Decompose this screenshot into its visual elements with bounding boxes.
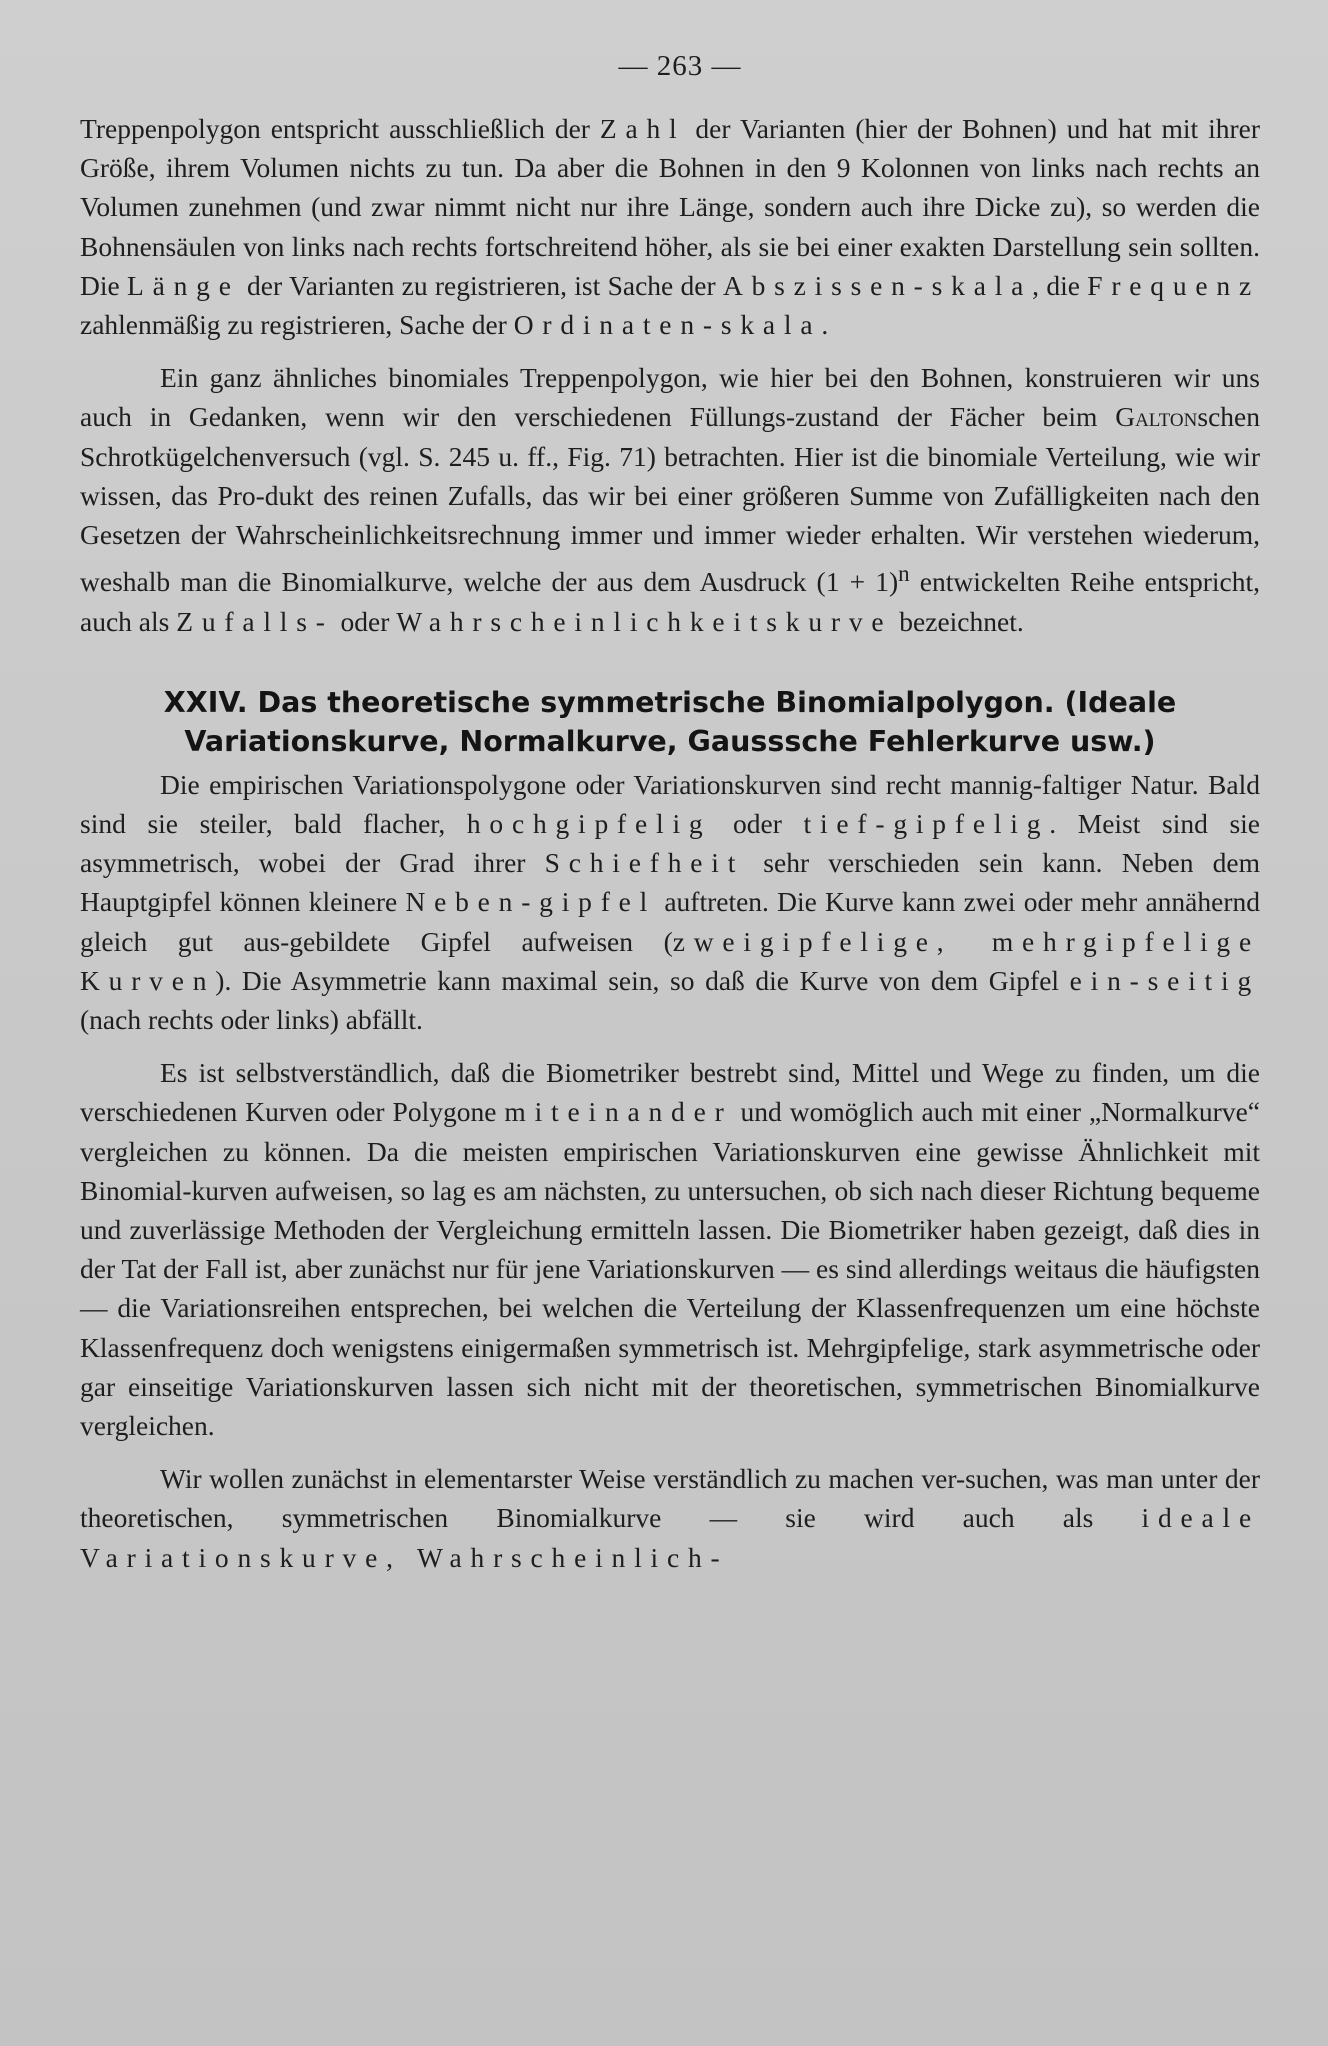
text-run: Wir wollen zunächst in elementarster Weise verständlich zu machen ver-suchen, was man unter der theoretischen, symmetrischen Binomialkurve — sie wird auch als — [80, 1463, 1260, 1534]
emphasis: ein-seitig — [1069, 964, 1260, 996]
small-caps-name: Galton — [1115, 401, 1198, 433]
text-run: , die — [1032, 269, 1088, 301]
text-run: Die empirischen Variationspolygone oder Variationskurven sind recht mannig-faltiger Natur. Bald sind sie steiler, bald flacher, — [80, 768, 1260, 839]
section-heading-line-1: XXIV. Das theoretische symmetrische Binomialpolygon. (Ideale — [163, 685, 1177, 719]
text-run: . Meist sind sie asymmetrisch, wobei der Grad ihrer — [80, 808, 1260, 879]
text-run: schen Schrotkügelchenversuch (vgl. S. 245 u. ff., Fig. 71) betrachten. Hier ist die binomiale Verteilung, wie wir wissen, das Pro-dukt des reinen Zufalls, das wir bei einer größeren Summe von Zufälligkeiten nach den Gesetzen der Wahrscheinlichkeitsrechnung immer und immer wieder erhalten. Wir verstehen wiederum, weshalb man die Binomialkurve, welche der aus dem Ausdruck (1 + 1) — [80, 401, 1260, 598]
text-run: bezeichnet. — [892, 605, 1024, 637]
text-run: und womöglich auch mit einer „Normalkurve“ vergleichen zu können. Da die meisten empirischen Variationskurven eine gewisse Ähnlichkeit mit Binomial-kurven aufweisen, so lag es am nächsten, zu untersuchen, ob sich nach dieser Richtung bequeme und zuverlässige Methoden der Vergleichung ermitteln lassen. Die Biometriker haben gezeigt, daß dies in der Tat der Fall ist, aber zunächst nur für jene Variationskurven — es sind allerdings weitaus die häufigsten — die Variationsreihen entsprechen, bei welchen die Verteilung der Klassenfrequenzen um eine höchste Klassenfrequenz doch wenigstens einigermaßen symmetrisch ist. Mehrgipfelige, stark asymmetrische oder gar einseitige Variationskurven lassen sich nicht mit der theoretischen, symmetrischen Binomialkurve vergleichen. — [80, 1096, 1260, 1442]
text-run: oder — [333, 605, 397, 637]
text-run: (nach rechts oder links) abfällt. — [80, 1004, 423, 1036]
page-number: — 263 — — [618, 50, 742, 82]
paragraph-1 — [80, 109, 1260, 344]
emphasis: Zufalls- — [176, 605, 334, 637]
emphasis: miteinander — [504, 1096, 733, 1128]
text-run: Treppenpolygon entspricht ausschließlich der — [80, 113, 600, 144]
paragraph-gap — [80, 1445, 1260, 1459]
text-run: sehr verschieden sein kann. Neben dem Hauptgipfel können kleinere — [80, 847, 1260, 918]
text-run: entwickelten Reihe entspricht, auch als — [80, 566, 1260, 637]
text-run: der Varianten zu registrieren, ist Sache der — [239, 269, 723, 301]
text-run: Es ist selbstverständlich, daß die Biometriker bestrebt sind, Mittel und Wege zu finden, um die verschiedenen Kurven oder Polygone — [80, 1057, 1260, 1128]
text-run: . — [821, 309, 829, 341]
text-run: oder — [711, 808, 804, 839]
emphasis: Zahl — [599, 113, 686, 144]
emphasis: Frequenz — [1087, 269, 1260, 301]
paragraph-gap — [80, 344, 1260, 358]
paragraph-gap — [80, 1039, 1260, 1053]
text-run: ). Die Asymmetrie kann maximal sein, so daß die Kurve von dem Gipfel — [215, 964, 1070, 996]
emphasis: Schiefheit — [544, 847, 745, 879]
text-run: Ein ganz ähnliches binomiales Treppenpolygon, wie hier bei den Bohnen, konstruieren wir uns auch in Gedanken, wenn wir den verschiedenen Füllungs-zustand der Fächer beim — [80, 362, 1260, 433]
emphasis: Abszissen-skala — [722, 269, 1033, 301]
paragraph-2 — [80, 358, 1260, 641]
text-run: zahlenmäßig zu registrieren, Sache der — [80, 309, 514, 341]
paragraph-4 — [80, 1053, 1260, 1445]
emphasis: Länge — [127, 269, 240, 301]
emphasis: zweigipfelige, mehrgipfelige Kurven — [80, 925, 1260, 996]
section-heading — [80, 683, 1260, 761]
emphasis: Wahrscheinlichkeitskurve — [396, 605, 893, 637]
emphasis: Neben-gipfel — [405, 886, 657, 918]
paragraph-5 — [80, 1459, 1260, 1577]
text-run: auftreten. Die Kurve kann zwei oder mehr annähernd gleich gut aus-gebildete Gipfel aufweisen ( — [80, 886, 1260, 957]
emphasis: tief-gipfelig — [803, 808, 1050, 839]
paragraph-3 — [80, 765, 1260, 1039]
text-run: der Varianten (hier der Bohnen) und hat mit ihrer Größe, ihrem Volumen nichts zu tun. Da aber die Bohnen in den 9 Kolonnen von links nach rechts an Volumen zunehmen (und zwar nimmt nicht nur ihre Länge, sondern auch ihre Dicke zu), so werden die Bohnensäulen von links nach rechts fortschreitend höher, als sie bei einer exakten Darstellung sein sollten. Die — [80, 113, 1260, 301]
emphasis: hochgipfelig — [466, 808, 712, 839]
emphasis: Ordinaten-skala — [513, 309, 822, 341]
superscript: n — [898, 561, 910, 587]
emphasis: ideale Variationskurve, Wahrscheinlich- — [80, 1502, 1260, 1573]
section-heading-line-2: Variationskurve, Normalkurve, Gausssche Fehlerkurve usw.) — [184, 724, 1156, 758]
